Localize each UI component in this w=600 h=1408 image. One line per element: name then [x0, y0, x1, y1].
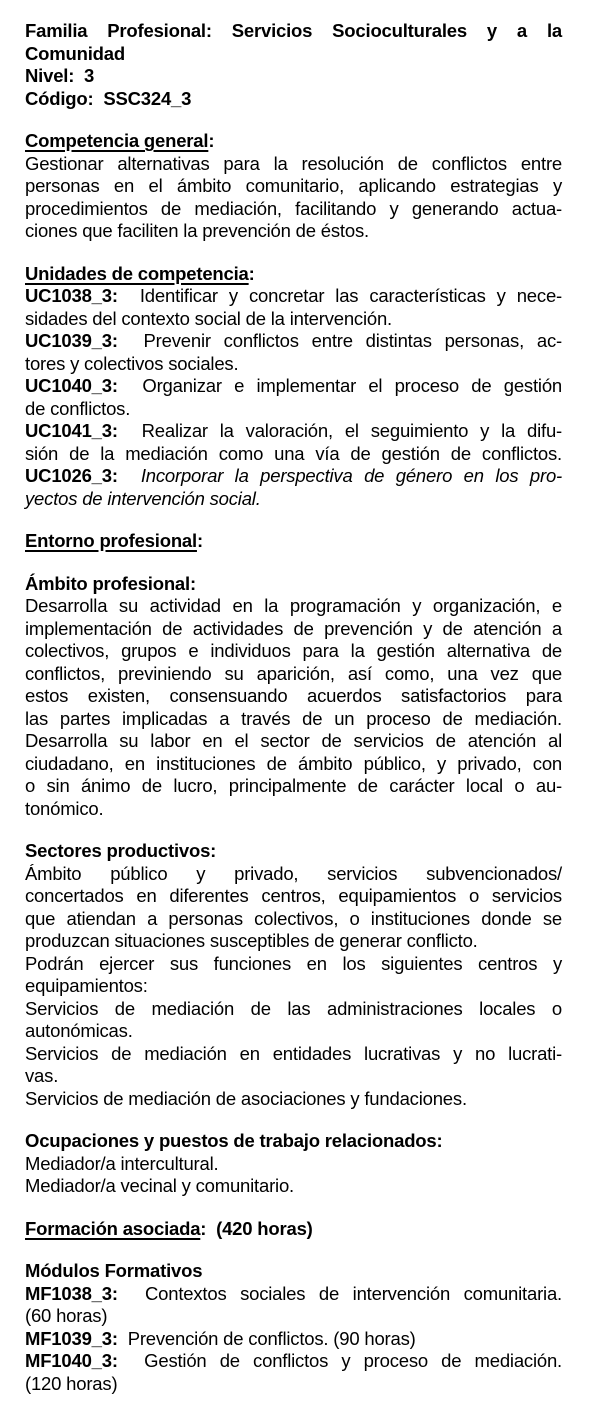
text-line — [25, 1153, 562, 1176]
text-run: MF1038_3: — [25, 1282, 118, 1304]
text-run: Mediador/a vecinal y comunitario. — [25, 1175, 294, 1196]
text-run: Ámbito profesional: — [25, 572, 196, 594]
text-run: Gestionar alternativas para la resolución de conflictos entre — [25, 152, 562, 174]
modulos-formativos — [25, 1260, 562, 1395]
text-run: Realizar la valoración, el seguimiento y la difu- — [117, 420, 562, 441]
text-run: MF1039_3: — [25, 1327, 118, 1349]
text-line — [25, 730, 562, 753]
underlined-heading-text: Formación asociada — [25, 1217, 201, 1239]
text-line — [25, 20, 562, 43]
text-line — [25, 840, 562, 863]
text-run: colectivos, grupos e individuos para la gestión alternativa de — [25, 640, 562, 661]
formacion-asociada — [25, 1218, 562, 1241]
underlined-heading-text: Entorno profesional — [25, 530, 197, 551]
text-line — [25, 1305, 562, 1328]
text-line — [25, 663, 562, 686]
text-line — [25, 130, 562, 153]
text-line — [25, 885, 562, 908]
text-run: UC1039_3: — [25, 330, 118, 351]
text-line — [25, 1260, 562, 1283]
text-run: Incorporar la perspectiva de género en los pro- — [117, 465, 562, 486]
text-run: estos existen, consensuando acuerdos satisfactorios para — [25, 685, 562, 706]
text-run: produzcan situaciones susceptibles de generar conflicto. — [25, 930, 478, 951]
text-run: Ocupaciones y puestos de trabajo relacionados: — [25, 1130, 443, 1151]
text-run: Podrán ejercer sus funciones en los siguientes centros y — [25, 952, 562, 974]
underlined-heading-text: Unidades de competencia — [25, 262, 249, 284]
text-line — [25, 420, 562, 443]
text-line — [25, 1088, 562, 1111]
text-line — [25, 908, 562, 931]
text-run: Comunidad — [25, 42, 125, 64]
sectores-productivos — [25, 840, 562, 1110]
text-run: Servicios de mediación de asociaciones y fundaciones. — [25, 1087, 467, 1109]
text-line — [25, 573, 562, 596]
ocupaciones-relacionadas — [25, 1130, 562, 1198]
ambito-profesional — [25, 573, 562, 821]
text-run: sión de la mediación como una vía de gestión de conflictos. — [25, 442, 562, 464]
text-line — [25, 640, 562, 663]
text-run: Prevenir conflictos entre distintas personas, ac- — [117, 330, 562, 351]
text-line — [25, 375, 562, 398]
text-run: concertados en diferentes centros, equipamientos o servicios — [25, 885, 562, 906]
text-run: ciudadano, en instituciones de ámbito público, y privado, con — [25, 752, 562, 774]
text-line — [25, 285, 562, 308]
text-line — [25, 1218, 562, 1241]
text-run: UC1026_3: — [25, 465, 118, 486]
text-run: autonómicas. — [25, 1020, 133, 1041]
text-run: (120 horas) — [25, 1372, 118, 1394]
text-line — [25, 1175, 562, 1198]
text-run: Módulos Formativos — [25, 1260, 203, 1281]
text-line — [25, 153, 562, 176]
text-run: o sin ánimo de lucro, principalmente de carácter local o au- — [25, 775, 562, 796]
text-run: UC1041_3: — [25, 420, 118, 441]
text-line — [25, 775, 562, 798]
text-run: Desarrolla su actividad en la programación y organización, e — [25, 595, 562, 616]
text-line — [25, 685, 562, 708]
text-line — [25, 175, 562, 198]
text-run: Familia Profesional: Servicios Socioculturales y a la — [25, 20, 562, 41]
text-line — [25, 530, 562, 553]
text-run: procedimientos de mediación, facilitando y generando actua- — [25, 197, 562, 219]
text-run: Nivel: 3 — [25, 65, 95, 86]
text-run: (60 horas) — [25, 1305, 108, 1326]
qualification-header — [25, 20, 562, 110]
text-line — [25, 488, 562, 511]
text-line — [25, 1130, 562, 1153]
text-run: conflictos, previniendo su aparición, así como, una vez que — [25, 662, 562, 684]
text-run: personas en el ámbito comunitario, aplicando estrategias y — [25, 175, 562, 196]
text-run: tonómico. — [25, 797, 104, 819]
text-run: Ámbito público y privado, servicios subvencionados/ — [25, 862, 562, 884]
text-line — [25, 930, 562, 953]
text-run: yectos de intervención social. — [25, 487, 261, 509]
text-line — [25, 863, 562, 886]
text-line — [25, 708, 562, 731]
text-run: equipamientos: — [25, 975, 148, 996]
text-line — [25, 1065, 562, 1088]
text-run: Sectores productivos: — [25, 840, 217, 861]
text-line — [25, 43, 562, 66]
text-line — [25, 198, 562, 221]
text-line — [25, 220, 562, 243]
text-line — [25, 263, 562, 286]
text-line — [25, 1373, 562, 1396]
text-run: implementación de actividades de prevención y de atención a — [25, 617, 562, 639]
text-run: Servicios de mediación en entidades lucrativas y no lucrati- — [25, 1042, 562, 1064]
text-line — [25, 398, 562, 421]
text-line — [25, 975, 562, 998]
text-line — [25, 1328, 562, 1351]
text-run: de conflictos. — [25, 397, 131, 419]
text-run: : — [196, 530, 203, 551]
text-line — [25, 953, 562, 976]
text-run: Contextos sociales de intervención comunitaria. — [117, 1282, 562, 1304]
text-run: UC1038_3: — [25, 285, 118, 306]
text-line — [25, 1020, 562, 1043]
text-line — [25, 1350, 562, 1373]
text-run: tores y colectivos sociales. — [25, 352, 239, 374]
unidades-de-competencia — [25, 263, 562, 511]
text-run: Gestión de conflictos y proceso de mediación. — [117, 1350, 562, 1371]
text-line — [25, 618, 562, 641]
text-run: : — [248, 262, 255, 284]
text-run: sidades del contexto social de la intervención. — [25, 307, 392, 329]
text-run: UC1040_3: — [25, 375, 118, 396]
text-run: MF1040_3: — [25, 1350, 118, 1371]
text-run: Código: SSC324_3 — [25, 87, 192, 109]
text-run: ciones que faciliten la prevención de éstos. — [25, 220, 369, 241]
text-run: : — [208, 130, 215, 151]
text-line — [25, 465, 562, 488]
text-line — [25, 1043, 562, 1066]
text-run: Prevención de conflictos. (90 horas) — [117, 1327, 416, 1349]
text-line — [25, 753, 562, 776]
text-line — [25, 798, 562, 821]
underlined-heading-text: Competencia general — [25, 130, 209, 151]
text-run: Desarrolla su labor en el sector de servicios de atención al — [25, 730, 562, 751]
text-run: Identificar y concretar las características y nece- — [117, 285, 562, 306]
text-run: vas. — [25, 1065, 59, 1086]
text-line — [25, 443, 562, 466]
text-run: Servicios de mediación de las administraciones locales o — [25, 997, 562, 1019]
text-run: : (420 horas) — [200, 1217, 313, 1239]
text-line — [25, 330, 562, 353]
text-run: Mediador/a intercultural. — [25, 1152, 219, 1174]
text-run: que atiendan a personas colectivos, o instituciones donde se — [25, 907, 562, 929]
text-line — [25, 1283, 562, 1306]
text-line — [25, 308, 562, 331]
text-line — [25, 595, 562, 618]
text-line — [25, 353, 562, 376]
entorno-profesional — [25, 530, 562, 553]
text-line — [25, 65, 562, 88]
text-run: las partes implicadas a través de un proceso de mediación. — [25, 707, 562, 729]
text-line — [25, 88, 562, 111]
text-run: Organizar e implementar el proceso de gestión — [117, 375, 562, 396]
text-line — [25, 998, 562, 1021]
competencia-general — [25, 130, 562, 243]
